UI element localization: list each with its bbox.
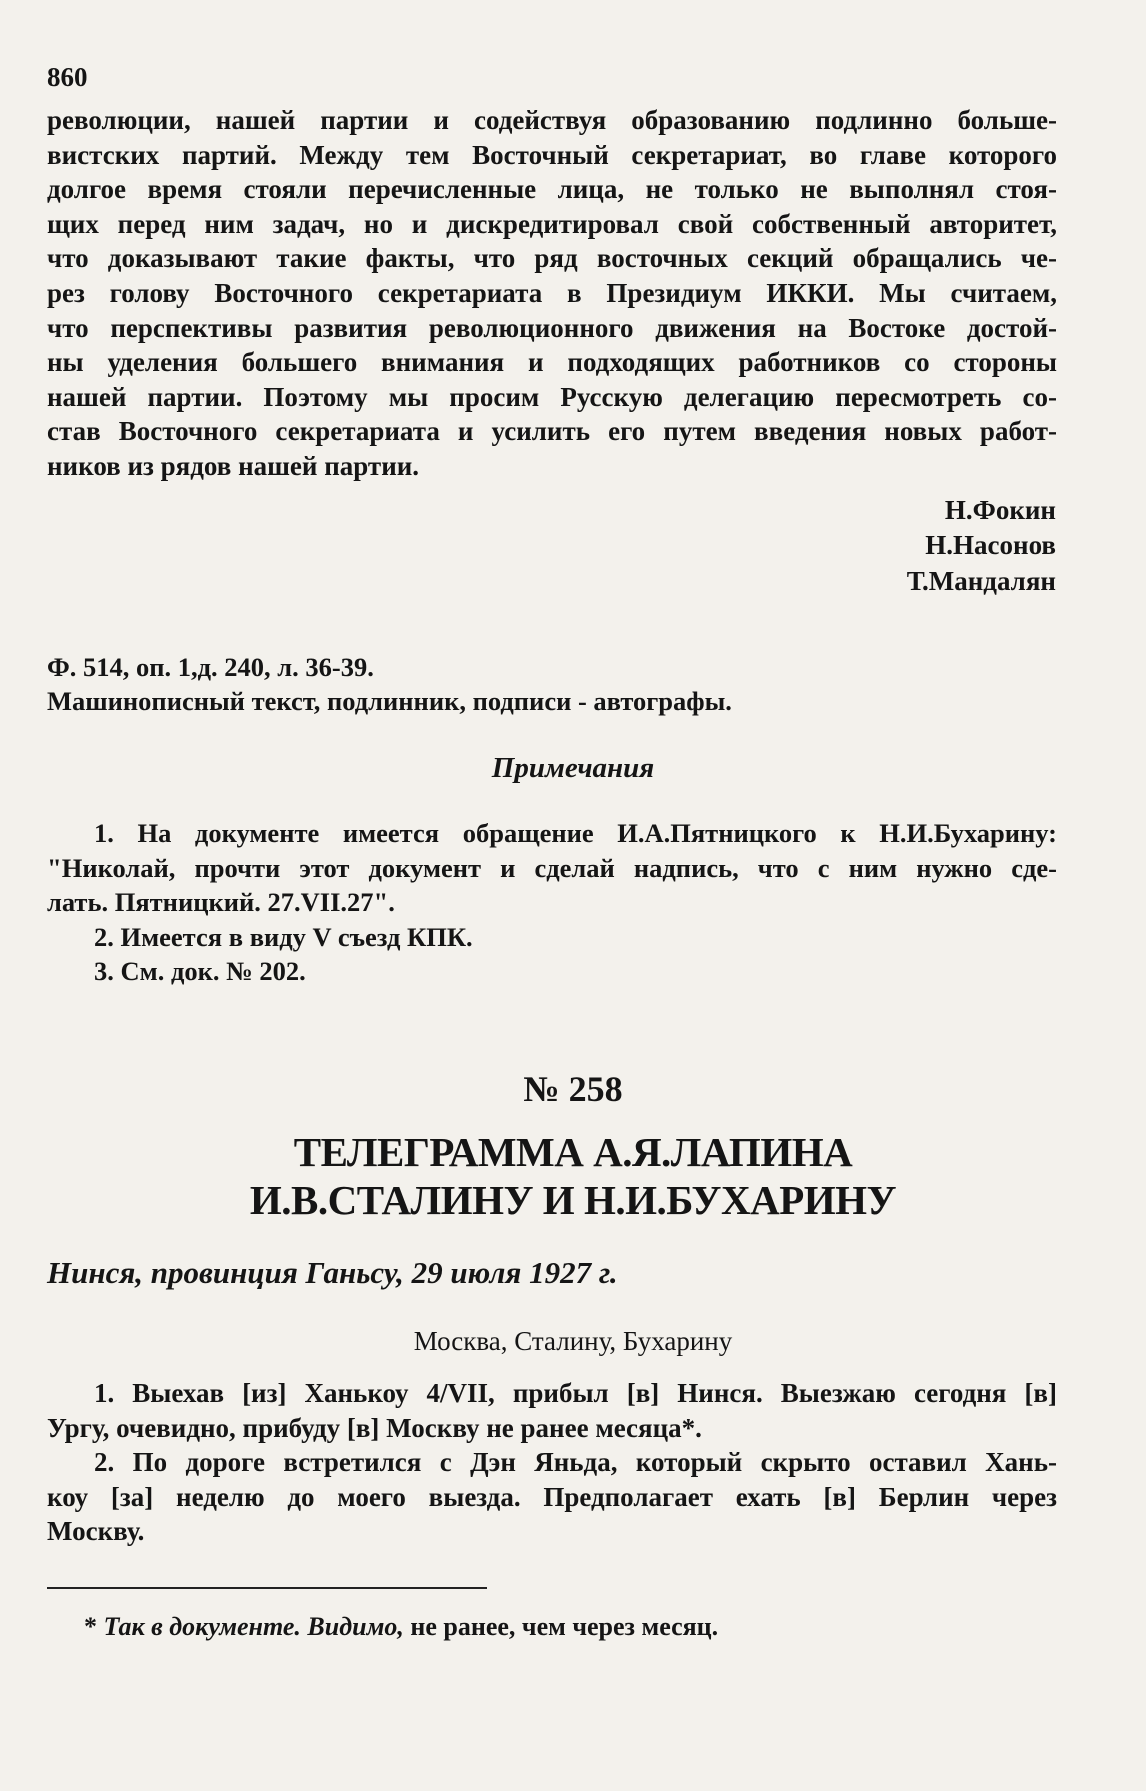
body-line: щих перед ним задач, но и дискредитировал свой собственный авторитет, xyxy=(47,208,1057,239)
note-line: 3. См. док. № 202. xyxy=(94,956,306,986)
telegram-body xyxy=(47,1376,1057,1549)
note-line: лать. Пятницкий. 27.VII.27". xyxy=(47,887,395,917)
body-line: долгое время стояли перечисленные лица, не только не выполнял стоя- xyxy=(47,174,1057,205)
telegram-line: 1. Выехав [из] Ханькоу 4/VII, прибыл [в] Нинся. Выезжаю сегодня [в] xyxy=(94,1378,1057,1408)
telegram-line: коу [за] неделю до моего выезда. Предполагает ехать [в] Берлин через xyxy=(47,1481,1057,1512)
body-line: что перспективы развития революционного движения на Востоке достой- xyxy=(47,312,1057,343)
place-date: Нинся, провинция Ганьсу, 29 июля 1927 г. xyxy=(47,1255,618,1290)
notes-title: Примечания xyxy=(491,752,655,784)
body-line: ников из рядов нашей партии. xyxy=(47,450,420,481)
footnote xyxy=(84,1612,718,1642)
archive-line: Ф. 514, оп. 1,д. 240, л. 36-39. xyxy=(47,652,374,682)
signature-nasonov: Н.Насонов xyxy=(925,530,1056,560)
signature-mandalyan: Т.Мандалян xyxy=(906,566,1056,596)
note-line: 1. На документе имеется обращение И.А.Пятницкого к Н.И.Бухарину: xyxy=(94,818,1057,848)
archive-line: Машинописный текст, подлинник, подписи - автографы. xyxy=(47,686,732,716)
telegram-line: Москву. xyxy=(47,1516,145,1546)
footnote-italic: Так в документе. Видимо, xyxy=(103,1612,404,1641)
telegram-line: Ургу, очевидно, прибуду [в] Москву не ранее месяца*. xyxy=(47,1412,702,1443)
note-line: "Николай, прочти этот документ и сделай надпись, что с ним нужно сде- xyxy=(47,852,1057,883)
archive-reference xyxy=(47,650,1057,718)
telegram-line: 2. По дороге встретился с Дэн Яньда, который скрыто оставил Хань- xyxy=(94,1447,1057,1477)
note-line: 2. Имеется в виду V съезд КПК. xyxy=(94,921,473,952)
body-line: ны уделения большего внимания и подходящих работников со стороны xyxy=(47,347,1057,378)
body-line: вистских партий. Между тем Восточный секретариат, во главе которого xyxy=(47,139,1057,170)
page-number: 860 xyxy=(47,62,88,92)
footnote-star: * xyxy=(84,1612,97,1641)
signature-fokin: Н.Фокин xyxy=(944,495,1056,525)
document-title-line: И.В.СТАЛИНУ И Н.И.БУХАРИНУ xyxy=(249,1177,897,1223)
letter-body xyxy=(47,103,1057,484)
body-line: нашей партии. Поэтому мы просим Русскую делегацию пересмотреть со- xyxy=(47,381,1057,412)
telegram-address: Москва, Сталину, Бухарину xyxy=(413,1326,733,1356)
document-number: № 258 xyxy=(523,1069,623,1109)
body-line: революции, нашей партии и содействуя образованию подлинно больше- xyxy=(47,105,1057,135)
body-line: что доказывают такие факты, что ряд восточных секций обращались че- xyxy=(47,243,1057,274)
document-title-line: ТЕЛЕГРАММА А.Я.ЛАПИНА xyxy=(293,1129,853,1175)
notes-list xyxy=(47,816,1057,989)
footnote-divider xyxy=(47,1587,487,1589)
footnote-rest: не ранее, чем через месяц. xyxy=(410,1612,719,1641)
body-line: став Восточного секретариата и усилить его путем введения новых работ- xyxy=(47,416,1057,447)
body-line: рез голову Восточного секретариата в Президиум ИККИ. Мы считаем, xyxy=(47,277,1057,308)
